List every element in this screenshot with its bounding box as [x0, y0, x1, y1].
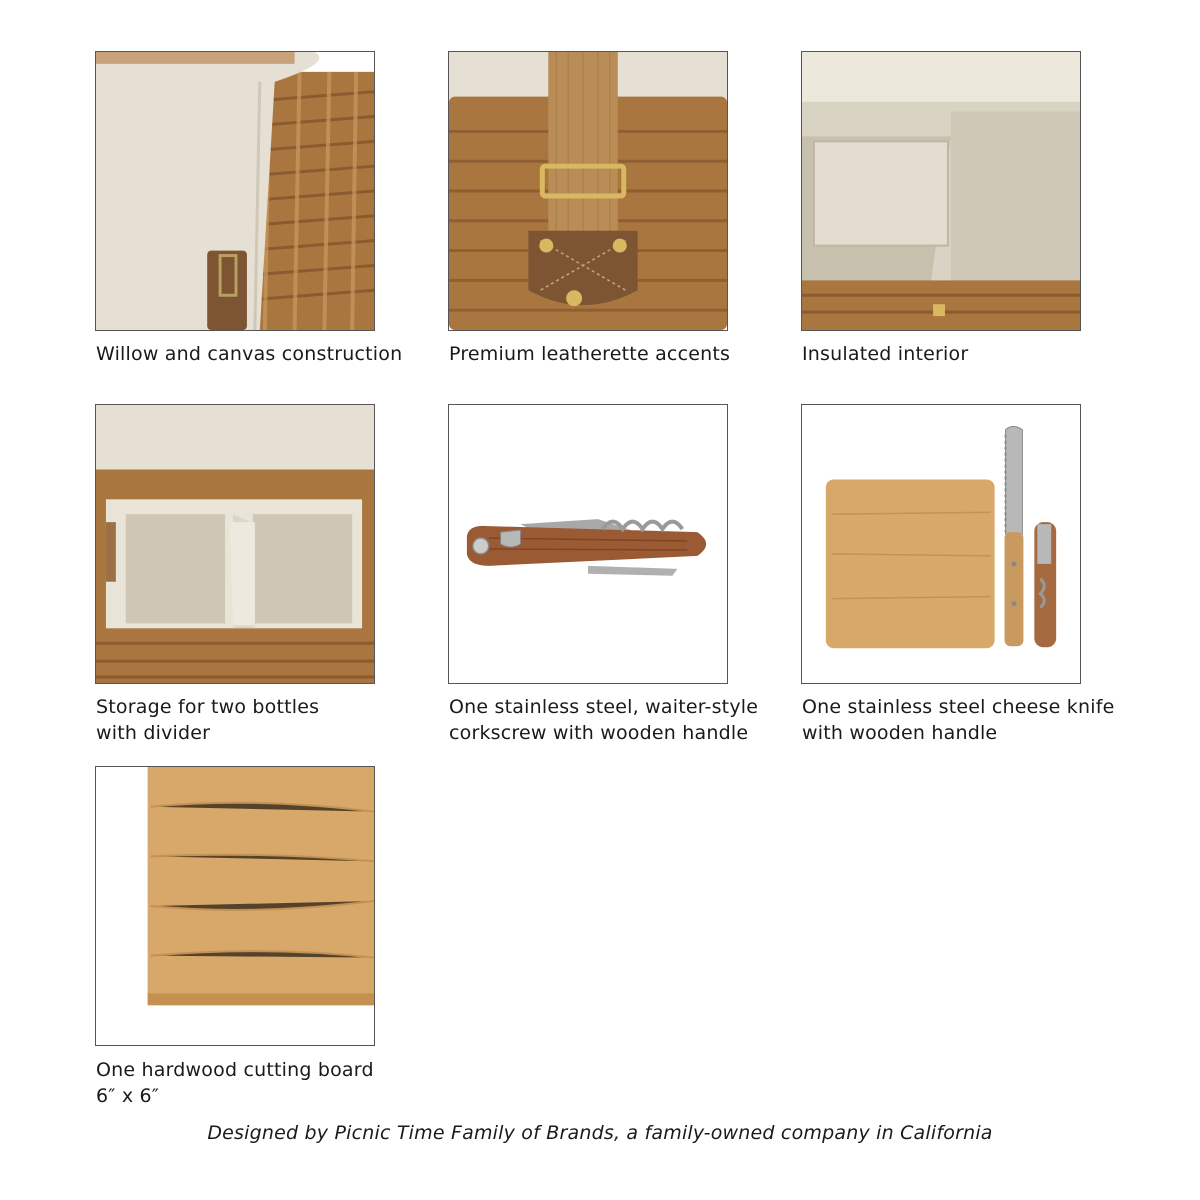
feature-caption: One stainless steel, waiter-style corkscrew with wooden handle [449, 696, 759, 744]
insulated-interior-image [801, 51, 1081, 331]
footer-tagline: Designed by Picnic Time Family of Brands, a family-owned company in California [207, 1122, 993, 1144]
leatherette-image [448, 51, 728, 331]
feature-caption: Willow and canvas construction [96, 343, 403, 365]
feature-caption: One stainless steel cheese knife with wooden handle [802, 696, 1115, 744]
corkscrew-image [448, 404, 728, 684]
feature-caption: Insulated interior [802, 343, 969, 365]
cutting-board-image [95, 766, 375, 1046]
feature-caption: Storage for two bottles with divider [96, 696, 320, 744]
cheese-knife-image [801, 404, 1081, 684]
bottle-storage-image [95, 404, 375, 684]
feature-caption: One hardwood cutting board 6″ x 6″ [96, 1059, 374, 1107]
willow-canvas-image [95, 51, 375, 331]
feature-caption: Premium leatherette accents [449, 343, 731, 365]
